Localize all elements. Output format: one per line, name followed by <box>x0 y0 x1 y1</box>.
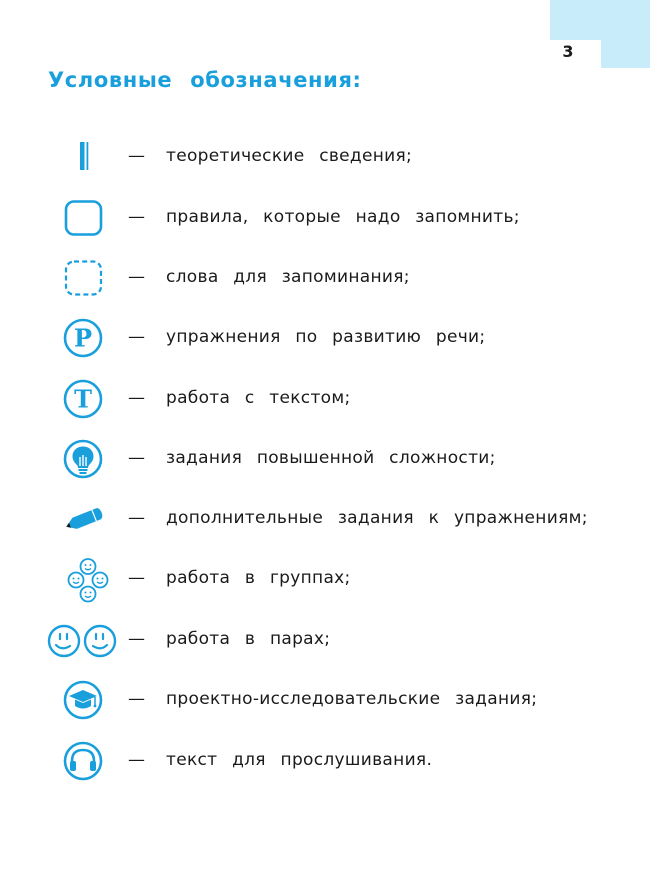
legend-label: работа в группах; <box>166 568 351 588</box>
legend-label: дополнительные задания к упражнениям; <box>166 508 588 528</box>
pair-faces-icon <box>45 619 121 663</box>
double-vertical-bar-icon <box>45 136 121 180</box>
legend-label: теоретические сведения; <box>166 146 413 166</box>
letter-r-circle-icon <box>45 317 121 361</box>
legend-dash: — <box>128 750 145 770</box>
legend-item <box>0 679 650 723</box>
legend-label: работа с текстом; <box>166 388 351 408</box>
pencil-icon <box>45 498 121 542</box>
legend-label: правила, которые надо запомнить; <box>166 207 520 227</box>
letter-r-glyph: Р <box>73 323 93 353</box>
dashed-rounded-square-icon <box>45 257 121 301</box>
graduation-cap-circle-icon <box>45 679 121 723</box>
page-title: Условные обозначения: <box>48 68 362 92</box>
legend-item <box>0 619 650 663</box>
legend-item <box>0 378 650 422</box>
legend-item <box>0 197 650 241</box>
legend-dash: — <box>128 629 145 649</box>
legend-item <box>0 558 650 602</box>
page-number: 3 <box>562 42 574 61</box>
letter-t-glyph: Т <box>74 384 92 414</box>
legend-label: упражнения по развитию речи; <box>166 327 486 347</box>
legend-dash: — <box>128 689 145 709</box>
legend-item <box>0 317 650 361</box>
legend-dash: — <box>128 327 145 347</box>
legend-dash: — <box>128 267 145 287</box>
legend-dash: — <box>128 568 145 588</box>
legend-dash: — <box>128 207 145 227</box>
legend-label: работа в парах; <box>166 629 331 649</box>
group-faces-icon <box>45 558 121 602</box>
lightbulb-circle-icon <box>45 438 121 482</box>
legend-item <box>0 136 650 180</box>
legend-item <box>0 498 650 542</box>
legend-item <box>0 438 650 482</box>
legend-dash: — <box>128 508 145 528</box>
legend-item <box>0 257 650 301</box>
rounded-square-icon <box>45 197 121 241</box>
legend-dash: — <box>128 388 145 408</box>
legend-label: задания повышенной сложности; <box>166 448 496 468</box>
legend-label: проектно-исследовательские задания; <box>166 689 538 709</box>
legend-dash: — <box>128 146 145 166</box>
legend-item <box>0 740 650 784</box>
legend-label: текст для прослушивания. <box>166 750 433 770</box>
legend-label: слова для запоминания; <box>166 267 410 287</box>
headphones-circle-icon <box>45 740 121 784</box>
legend-dash: — <box>128 448 145 468</box>
letter-t-circle-icon <box>45 378 121 422</box>
